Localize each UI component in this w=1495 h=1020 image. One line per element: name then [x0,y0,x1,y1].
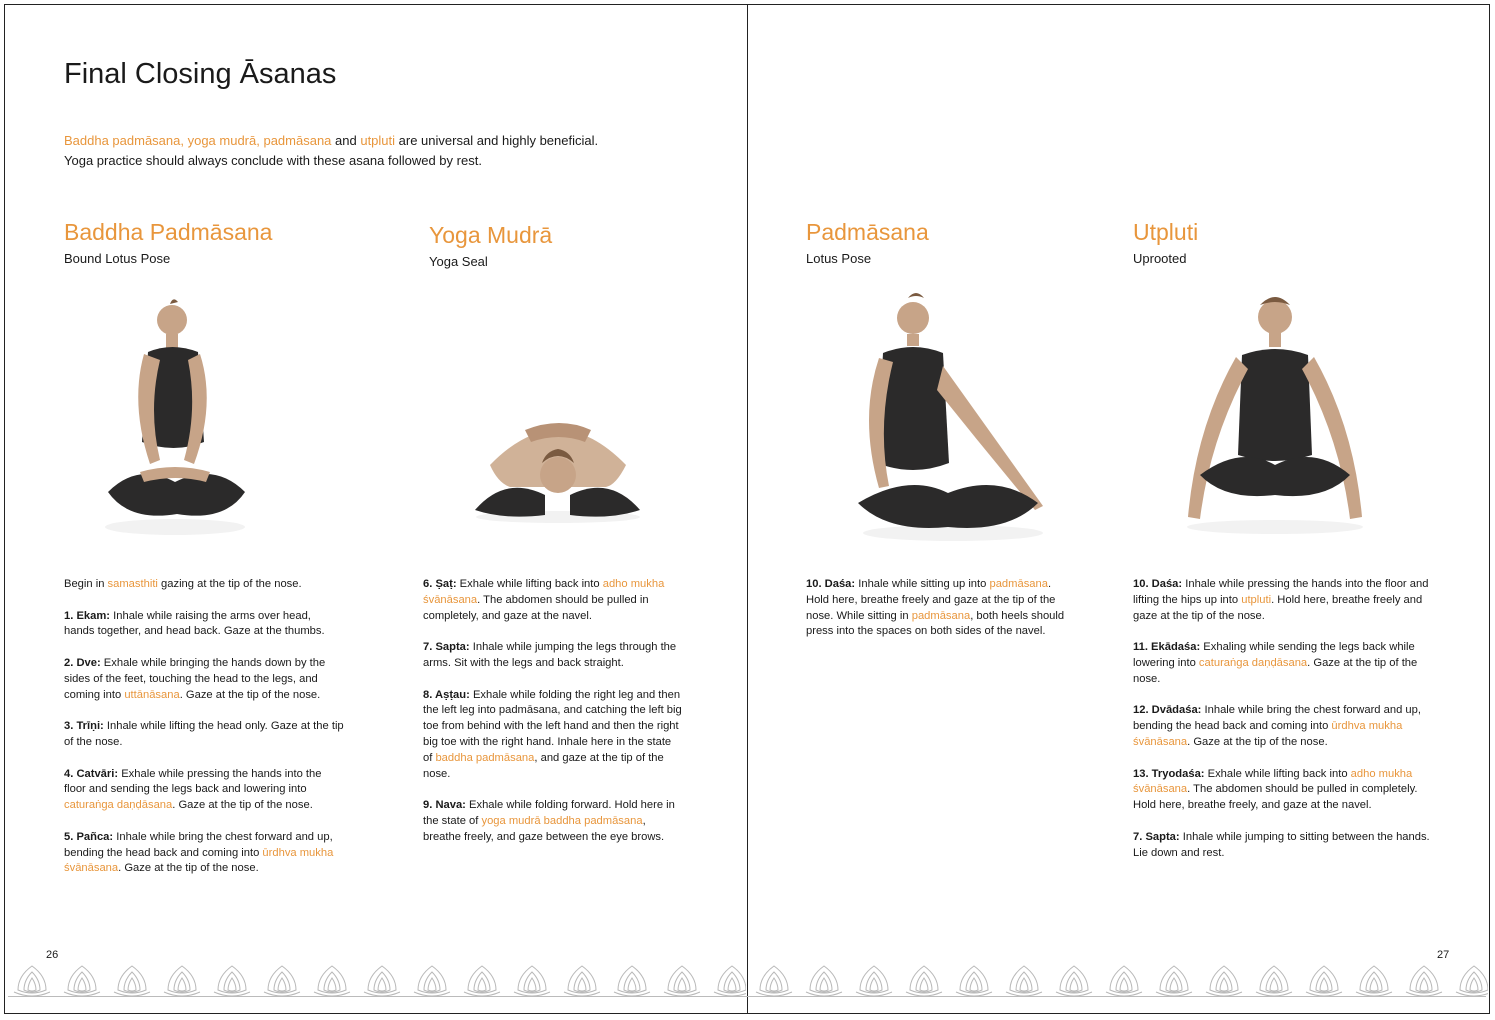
step-2-tail: . Gaze at the tip of the nose. [179,688,321,701]
lotus-ornament-icon [1056,966,1092,996]
step-6-label: 6. Ṣaṭ: [423,578,457,590]
lotus-ornament-icon [214,966,250,996]
highlight-padmasana: padmāsana [989,578,1048,590]
highlight-padmasana-2: padmāsana [911,609,971,622]
bound-lotus-photo [100,292,250,542]
lotus-ornament-icon [364,966,400,996]
step-4-text: Exhale while pressing the hands into the floor and sending the legs back and lowering into [64,767,322,796]
step-10-tail: . Hold here, breathe freely and gaze at the tip of the nose. [1133,593,1423,622]
step-9-text: Exhale while folding forward. Hold here in the state of [423,799,675,827]
col-baddha-padmasana [64,577,344,893]
step-8-label: 8. Aṣṭau: [423,688,470,701]
lotus-ornament-icon [314,966,350,996]
step-3 [64,719,344,751]
intro-line-2: Yoga practice should always conclude with these asana followed by rest. [64,153,482,168]
highlight-yoga-mudra: yoga mudrā baddha padmāsana [481,814,643,827]
lotus-ornament-icon [1356,966,1392,996]
step-10-label: 10. Daśa: [806,578,856,590]
lotus-ornament-icon [714,966,746,996]
step-13-text: Exhale while lifting back into [1204,767,1351,780]
step-8 [423,688,683,783]
step-4 [64,767,344,814]
lotus-ornament-icon [1156,966,1192,996]
lotus-ornament-icon [756,966,792,996]
step-1-label: 1. Ekam: [64,609,111,622]
step-2-text: Exhale while bringing the hands down by the sides of the feet, touching the head to the legs, and coming into [64,656,326,701]
col-utpluti [1133,577,1433,877]
lotus-ornament-icon [614,966,650,996]
step-12-label: 12. Dvādaśa: [1133,704,1202,717]
step-10-text: Inhale while sitting up into [855,578,990,590]
step-5-label: 5. Pañca: [64,830,114,843]
footer-rule [8,996,1486,997]
step-11-tail: . Gaze at the tip of the nose. [1133,656,1418,685]
lotus-ornament-icon [1006,966,1042,996]
col-yoga-mudra [423,577,683,861]
step-1 [64,609,344,641]
lotus-ornament-icon [414,966,450,996]
step-11-text: Exhaling while sending the legs back while lowering into [1133,641,1415,669]
step-12-tail: . Gaze at the tip of the nose. [1187,735,1328,748]
intro-paragraph [64,131,664,171]
intro-highlight-asanas: Baddha padmāsana, yoga mudrā, padmāsana [64,133,332,148]
step-12 [1133,703,1433,750]
step-begin-text: Begin in [64,578,108,590]
book-spine [747,4,748,1014]
step-7-label: 7. Sapta: [423,641,470,654]
ornament-border-left [8,962,746,998]
pose-title-utpluti: Utpluti [1133,219,1199,245]
step-10-utpluti [1133,577,1433,624]
step-5-text: Inhale while bring the chest forward and up, bending the head back and coming into [64,830,333,859]
lotus-ornament-icon [856,966,892,996]
lotus-ornament-icon [114,966,150,996]
step-5-tail: . Gaze at the tip of the nose. [118,862,259,875]
page-number-left: 26 [46,949,59,961]
highlight-adho-mukha: adho mukha śvānāsana [423,578,665,606]
step-begin-tail: gazing at the tip of the nose. [157,578,302,590]
yoga-seal-photo [470,405,645,525]
step-6 [423,577,683,624]
intro-text-1: and [331,133,361,148]
page-title: Final Closing Āsanas [64,58,337,90]
highlight-adho-mukha: adho mukha śvānāsana [1133,767,1413,796]
lotus-ornament-icon [164,966,200,996]
step-7-rest [1133,830,1433,862]
highlight-urdhva-mukha: ūrdhva mukha śvānāsana [1133,720,1403,748]
lotus-ornament-icon [8,962,746,998]
col-padmasana [806,577,1076,656]
step-9-label: 9. Nava: [423,799,466,812]
lotus-ornament-icon [1456,966,1488,996]
lotus-ornament-icon [1106,966,1142,996]
highlight-chaturanga: caturaṅga daṇḍāsana [1198,656,1308,669]
step-8-text: Exhale while folding the right leg and then the left leg into padmāsana, and catching the left big toe from behind with the left hand and then the right big toe with the right hand. Inhale here in the state of [423,688,682,764]
step-10-text: Inhale while pressing the hands into the floor and lifting the hips up into [1133,578,1429,606]
pose-subtitle-uprooted: Uprooted [1133,251,1187,266]
lotus-pose-photo [853,288,1048,548]
lotus-ornament-icon [564,966,600,996]
step-11-label: 11. Ekādaśa: [1133,641,1201,654]
step-2-label: 2. Dve: [64,656,101,669]
ornament-border-right [750,962,1488,998]
lotus-ornament-icon [464,966,500,996]
step-4-label: 4. Catvāri: [64,767,119,780]
lotus-ornament-icon [514,966,550,996]
pose-subtitle-yoga-seal: Yoga Seal [429,254,488,269]
highlight-utpluti: utpluti [1241,593,1272,606]
intro-text-2: are universal and highly beneficial. [395,133,599,148]
step-9-tail: , breathe freely, and gaze between the eye brows. [423,814,665,843]
step-7 [423,640,683,672]
highlight-baddha-padmasana: baddha padmāsana [435,751,535,764]
lotus-ornament-icon [956,966,992,996]
step-13 [1133,767,1433,814]
pose-subtitle-lotus: Lotus Pose [806,251,872,266]
step-3-label: 3. Trīṇi: [64,720,104,733]
step-7-label: 7. Sapta: [1133,830,1180,843]
intro-highlight-utpluti: utpluti [360,133,396,148]
lotus-ornament-icon [1406,966,1442,996]
highlight-urdhva-mukha: ūrdhva mukha śvānāsana [64,846,334,875]
step-2 [64,656,344,703]
step-13-tail: . The abdomen should be pulled in completely. Hold here, breathe freely, and gaze at the navel. [1133,783,1418,812]
lotus-ornament-icon [264,966,300,996]
highlight-chaturanga: caturaṅga daṇḍāsana [64,799,173,812]
lotus-ornament-icon [806,966,842,996]
step-10-label: 10. Daśa: [1133,578,1183,590]
lotus-ornament-icon [664,966,700,996]
step-12-text: Inhale while bring the chest forward and up, bending the head back and coming into [1133,704,1421,733]
step-begin [64,577,344,593]
step-11 [1133,640,1433,687]
lotus-ornament-icon [1256,966,1292,996]
uprooted-photo [1180,285,1370,535]
step-1-text: Inhale while raising the arms over head, hands together, and head back. Gaze at the thumbs. [64,609,325,638]
step-10-tail: , both heels should press into the spaces on both sides of the navel. [806,609,1065,638]
step-7-text: Inhale while jumping to sitting between the hands. Lie down and rest. [1133,830,1430,859]
step-10-padmasana [806,577,1076,640]
lotus-ornament-icon [1206,966,1242,996]
pose-subtitle-bound-lotus: Bound Lotus Pose [64,251,171,266]
step-7-text: Inhale while jumping the legs through the arms. Sit with the legs and back straight. [423,641,677,669]
highlight-uttanasana: uttānāsana [124,688,180,701]
lotus-ornament-icon [906,966,942,996]
lotus-ornament-icon [1306,966,1342,996]
pose-title-baddha-padmasana: Baddha Padmāsana [64,219,273,245]
step-3-text: Inhale while lifting the head only. Gaze at the tip of the nose. [64,720,344,748]
step-13-label: 13. Tryodaśa: [1133,767,1205,780]
step-6-tail: . The abdomen should be pulled in completely, and gaze at the navel. [423,593,649,622]
lotus-ornament-icon [14,966,50,996]
lotus-ornament-icon [750,962,1488,998]
step-10-mid: . Hold here, breathe freely and gaze at the tip of the nose. While sitting in [806,578,1056,622]
step-6-text: Exhale while lifting back into [456,578,603,590]
step-8-tail: , and gaze at the tip of the nose. [423,751,664,780]
highlight-samasthiti: samasthiti [107,578,158,590]
step-9 [423,798,683,845]
step-4-tail: . Gaze at the tip of the nose. [172,799,313,812]
lotus-ornament-icon [64,966,100,996]
page-number-right: 27 [1437,949,1450,961]
step-5 [64,830,344,877]
pose-title-yoga-mudra: Yoga Mudrā [429,222,553,248]
pose-title-padmasana: Padmāsana [806,219,929,245]
